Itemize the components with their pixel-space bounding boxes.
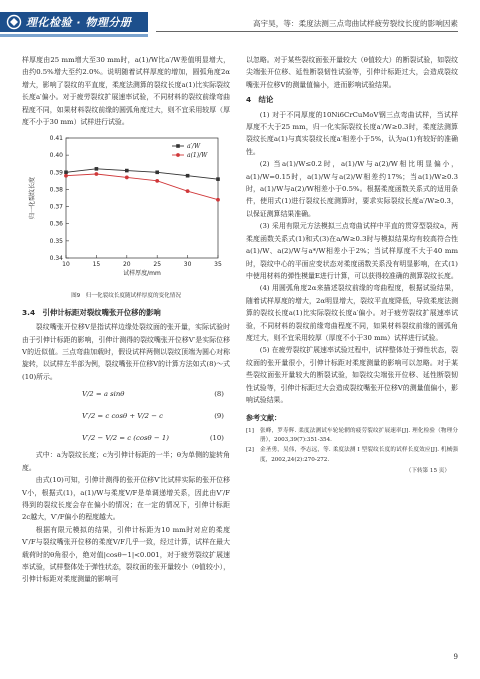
equation-body: V′/2 − V/2 = c (cosθ − 1) xyxy=(82,434,169,443)
data-point xyxy=(95,167,99,171)
journal-logo-text: 理化检验 · 物理分册 xyxy=(26,16,132,29)
section-title: 3.4 引伸计标距对裂纹嘴张开位移的影响 xyxy=(22,307,161,317)
reference-number: [1] xyxy=(246,427,254,434)
right-column xyxy=(246,54,458,478)
y-tick-label: 0.37 xyxy=(49,204,63,212)
equation-10 xyxy=(22,427,230,449)
header-rule xyxy=(156,31,458,32)
reference-item xyxy=(246,446,458,465)
y-tick-label: 0.41 xyxy=(49,135,63,143)
data-point xyxy=(186,190,190,194)
x-tick-label: 35 xyxy=(214,261,222,269)
conclusion-item: (3) 采用有限元方法模拟三点弯曲试样中平直的贯穿型裂纹a，两柔度函数关系式(1)和式(3)在a/W≥0.3时与模拟结果均有较高符合性a(1)/W、a(2)/W与a*/W相差小于2%；当试样厚度不大于40 mm时，裂纹中心的平面应变状态对柔度函数关系没有明显影响，在式(1)中使用材料的弹性模量E进行计算，可以获得较准确的测算裂纹长度。 xyxy=(246,222,458,280)
y-tick-label: 0.40 xyxy=(49,152,63,160)
paragraph: 样厚度由25 mm增大至30 mm时，a(1)/W比a′/W差值明显增大，由约0.5%增大至约2.0%。说明随着试样厚度的增加，圆弧角度2α增大，影响了裂纹的平直度，柔度法测算的裂纹长度a(1)比实际裂纹长度a′偏小。对于疲劳裂纹扩展速率试验，不同材料的裂纹前缘弯曲程度不同，如果材料裂纹前缘的圆弧角度过大，则不宜采用较厚（厚度不小于30 mm）试样进行试验。 xyxy=(22,56,230,127)
continued-note: （下转第 15 页） xyxy=(405,468,450,475)
chart xyxy=(22,130,230,288)
legend-label: a(1)/W xyxy=(187,152,208,160)
journal-logo-icon xyxy=(6,14,22,30)
references-title: 参考文献： xyxy=(246,414,281,423)
conclusion-item: (1) 对于不同厚度的10Ni6CrCuMoV钢三点弯曲试样，当试样厚度不大于25 mm，归一化实际裂纹长度a′/W≥0.3时，柔度法测算裂纹长度a(1)与真实裂纹长度a′相差小于5%，认为a(1)有较好的准确性。 xyxy=(246,110,458,156)
conclusion-item: (4) 用圆弧角度2α来描述裂纹前缘的弯曲程度，根据试验结果，随着试样厚度的增大，2α明显增大，裂纹平直度降低，导致柔度法测算的裂纹长度a(1)比实际裂纹长度a′偏小。对于疲劳裂纹扩展速率试验，不同材料的裂纹前缘弯曲程度不同，如果材料裂纹前缘的圆弧角度过大，则不宜采用较厚（厚度不小于30 mm）试样进行试验。 xyxy=(246,284,458,342)
equation-number: (10) xyxy=(209,434,224,443)
running-head: 高宇昊，等：柔度法测三点弯曲试样疲劳裂纹长度的影响因素 xyxy=(252,19,458,28)
paragraph: 由式(10)可知，引伸计测得的张开位移V′比试样实际的张开位移V小，根据式(1)，a(1)/W与柔度V/F是单调递增关系，因此由V′/F得到的裂纹长度会存在偏小的情况；在一定的情况下，引伸计标距2c越大，V′/F偏小的程度越大。 xyxy=(22,476,230,522)
paragraph: 以忽略。对于某些裂纹面张开量较大（θ值较大）的断裂试验，如裂纹尖端张开位移、延性断裂韧性试验等，引伸计标距过大，会造成裂纹嘴张开位移V的测量值偏小，进而影响试验结果。 xyxy=(246,56,458,89)
equation-9 xyxy=(22,405,230,427)
x-tick-label: 20 xyxy=(122,261,131,269)
data-point xyxy=(186,174,190,178)
figure-9 xyxy=(22,130,230,288)
paragraph: 裂纹嘴张开位移V是指试样边缘处裂纹面的张开量，实际试验时由于引伸计标距的影响，引伸计测得的裂纹嘴张开位移V′是实际位移V的近似值。三点弯曲加载时，假设试样两侧以裂纹顶端为圆心对称旋转，以试样左半部为例，裂纹嘴张开位移V的计算方法如式(8)～式(10)所示。 xyxy=(22,323,230,381)
reference-text: 金圣勇，吴伟，李志远，等. 柔度法测 I 型裂纹长度的试样长度效应[J]. 机械强度，2002,24(2):270-272. xyxy=(260,446,458,463)
legend-marker xyxy=(176,154,180,158)
y-tick-label: 0.39 xyxy=(49,169,63,177)
logo-stripe xyxy=(0,34,148,37)
conclusion-item: (2) 当a(1)/W≤0.2时，a(1)/W与a(2)/W相比明显偏小，a(1)/W=0.15时，a(1)/W与a(2)/W相差约17%；当a(1)/W≥0.3时，a(1)/W与a(2)/W相差小于0.5%。根据柔度函数关系式的适用条件，使用式(1)进行裂纹长度测算时，要求实际裂纹长度a′/W≥0.3，以保证测算结果准确。 xyxy=(246,160,458,218)
data-point xyxy=(125,169,129,173)
equation-body: V′/2 = c cosθ + V/2 − c xyxy=(82,412,163,421)
series-line xyxy=(66,174,218,200)
conclusion-item: (5) 在疲劳裂纹扩展速率试验过程中，试样整体处于弹性状态，裂纹面的张开量很小，引伸计标距对柔度测量的影响可以忽略。对于某些裂纹面张开量较大的断裂试验，如裂纹尖端张开位移、延性断裂韧性试验等，引伸计标距过大会造成裂纹嘴张开位移V的测量值偏小，影响试验结果。 xyxy=(246,346,458,404)
data-point xyxy=(155,171,159,175)
data-point xyxy=(64,174,68,178)
page-header xyxy=(0,0,480,48)
reference-text: 张峰，罗寿辉. 柔度法测试车轮轮辋的疲劳裂纹扩展速率[J]. 理化检验（物理分册），2003,39(7):351-354. xyxy=(260,427,458,444)
data-point xyxy=(64,171,68,175)
data-point xyxy=(95,173,99,177)
y-tick-label: 0.34 xyxy=(49,255,63,263)
page-number: 9 xyxy=(453,653,458,661)
legend-marker xyxy=(176,145,180,149)
x-tick-label: 30 xyxy=(183,261,192,269)
paragraph: 根据有限元模拟的结果，引伸计标距为10 mm时对应的柔度V′/F与裂纹嘴张开位移的柔度V/F几乎一致，经过计算，试样在最大载荷时的θ角很小，绝对值|cosθ−1|<0.001，对于疲劳裂纹扩展速率试验，试样整体处于弹性状态，裂纹面的张开量较小（θ值较小），引伸计标距对柔度测量的影响可 xyxy=(22,525,230,584)
x-tick-label: 10 xyxy=(62,261,70,269)
legend-label: a′/W xyxy=(187,143,201,151)
figure-caption: 图9 归一化裂纹长度随试样厚度的变化情况 xyxy=(71,293,181,300)
x-tick-label: 15 xyxy=(92,261,101,269)
paragraph: 式中：a为裂纹长度；c为引伸计标距的一半；θ为单侧的旋转角度。 xyxy=(22,451,230,472)
reference-item xyxy=(246,427,458,446)
equation-body: V/2 = a sinθ xyxy=(82,390,125,399)
data-point xyxy=(125,176,129,180)
equation-8 xyxy=(22,383,230,405)
equation-number: (8) xyxy=(214,390,224,399)
y-tick-label: 0.35 xyxy=(49,238,63,246)
left-column xyxy=(22,54,230,586)
data-point xyxy=(216,198,220,202)
equation-number: (9) xyxy=(214,412,224,421)
y-tick-label: 0.38 xyxy=(49,186,63,194)
data-point xyxy=(216,178,220,182)
y-tick-label: 0.36 xyxy=(49,221,63,229)
section-title: 4 结论 xyxy=(246,95,274,105)
data-point xyxy=(155,179,159,183)
y-axis-label: 归一化裂纹长度 xyxy=(29,177,36,220)
reference-number: [2] xyxy=(246,446,254,453)
x-axis-label: 试样厚度/mm xyxy=(123,270,161,278)
x-tick-label: 25 xyxy=(153,261,162,269)
